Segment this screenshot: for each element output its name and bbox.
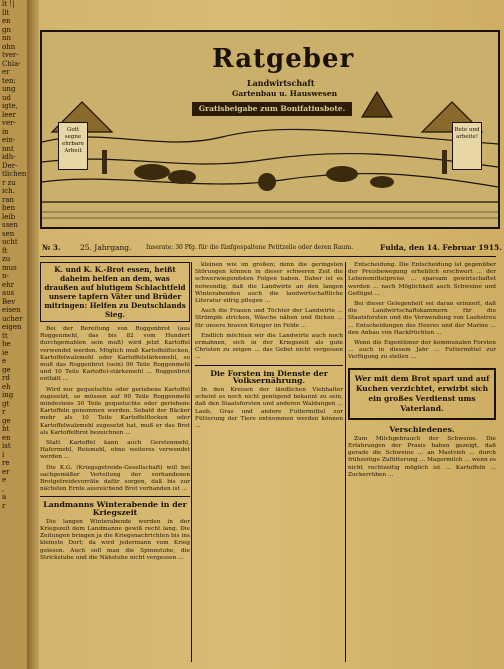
fragment-line: ssen: [2, 221, 18, 229]
fragment-line: nn: [2, 34, 12, 42]
fragment-line: r: [2, 501, 6, 510]
fragment-line: ud: [2, 93, 11, 102]
fragment-line: ie: [2, 348, 9, 357]
fragment-line: er: [2, 467, 10, 476]
fragment-line: er: [2, 68, 10, 76]
fragment-line: ung: [2, 85, 16, 93]
section-heading: Verschiedenes.: [389, 424, 455, 434]
article-paragraph: Die langen Winterabende werden in der Kriegszeit dem Landmanne gewiß recht lang. Die Zeitungen bringen ja die Kriegsnachrichten bis ins kleinste Dorf; da wird jedermann vom Krieg gelesen. Auch soll man die Spinnstube, die Strickstube und die Nähstube nicht vergessen ...: [40, 518, 190, 561]
article-paragraph: Endlich möchten wir die Landwirte auch noch ermahnen, sich in der Kriegszeit als gute Christen zu zeigen ... das Gebet nicht vergessen ...: [195, 332, 343, 361]
article-paragraph: Wenn die Eigentümer der kommunalen Forsten ... auch in diesem Jahr ... Futtermittel zur Verfügung zu stellen ...: [348, 340, 496, 361]
section-heading: Landmanns Winterabende in der Kriegszeit: [43, 500, 187, 517]
issue-date: Fulda, den 14. Februar 1915.: [380, 243, 502, 252]
fragment-line: rd: [2, 374, 10, 382]
fragment-line: idh-: [2, 153, 16, 161]
article-paragraph: In den Kreisen der ländlichen Viehhalter scheint es noch nicht genügend bekannt zu sein, daß den Staatsforsten und anderen Waldungen ... Laub, Gras und andere Futtermittel zur Fütterung der Tiere entnommen werden können ...: [195, 387, 343, 430]
fragment-line: ge: [2, 416, 11, 425]
fragment-line: Chla-: [2, 59, 21, 68]
fragment-line: igte,: [2, 102, 18, 110]
fragment-line: llt: [2, 8, 10, 17]
fragment-line: sen: [2, 229, 15, 238]
masthead-subtitle-2: Gartenbau u. Hauswesen: [232, 89, 338, 98]
divider: [195, 365, 343, 366]
fragment-line: leib: [2, 212, 16, 221]
fragment-line: ten:: [2, 76, 16, 85]
fragment-line: re: [2, 459, 10, 467]
fragment-line: Bev: [2, 297, 16, 306]
fragment-line: eh: [2, 382, 11, 391]
advert-rate: Inserate: 30 Pfg. für die fünfgespaltene Petitzeile oder deren Raum.: [146, 244, 354, 251]
motto-badge-right: Bete und arbeite!: [452, 122, 482, 170]
divider: [40, 496, 190, 497]
column-divider: [191, 262, 192, 662]
fragment-line: he: [2, 340, 11, 348]
fragment-line: ben: [2, 204, 16, 212]
article-paragraph: Statt Kartoffel kann auch Gerstenmehl, Hafermehl, Reismehl, ohne weiteres verwendet werden ...: [40, 440, 190, 461]
column-2: [195, 262, 343, 433]
fragment-line: tt: [2, 331, 8, 340]
fragment-line: ,: [2, 484, 5, 493]
fragment-line: tlichen: [2, 170, 27, 178]
fragment-line: ran: [2, 195, 15, 204]
column-divider: [345, 262, 346, 662]
motto-badge-left: Gott segne ehrbare Arbeit: [58, 122, 88, 170]
fragment-line: aus: [2, 289, 15, 297]
masthead-band: Gratisbeigabe zum Bonifatiusbote.: [192, 102, 352, 116]
column-1: [40, 262, 190, 565]
article-paragraph: Bei der Bereitung von Roggenbrot (aus Roggenmehl, das bis 82 vom Hundert durchgemahlen sein muß) wird jetzt Kartoffel verwendet werden. Möglich muß Kartoffelflocken, Kartoffelwalzmehl oder Kartoffelstärkemehl, so muß das Roggenbrot (sein) 90 Teile Roggenmehl und 10 Teile Kartoffel-stärkemehl ... Roggenbrot enthält ...: [40, 326, 190, 383]
fragment-line: gt: [2, 399, 10, 408]
article-paragraph: Auch die Frauen und Töchter der Landwirte ... Strümpfe stricken, Wäsche nähen und flicken ... für unsere braven Krieger im Felde ...: [195, 308, 343, 329]
fragment-line: zu: [2, 255, 11, 263]
article-paragraph: Zum Milchgebrauch der Schweine. Die Erfahrungen der Praxis haben gezeigt, daß gerade die Schweine ... an Mastvieh ... durch frühzeitige Zufütterung ... Magermilch ... wenn es nicht rechtzeitig möglich ist ... Kartoffeln ... Zuckerrüben ...: [348, 435, 496, 478]
fragment-line: ein-: [2, 136, 16, 144]
section-heading: Die Forsten im Dienste der Volksernährung.: [210, 368, 328, 385]
fragment-line: tver-: [2, 51, 19, 59]
fragment-line: ohn: [2, 42, 16, 51]
article-paragraph: Wird nur gequetschte oder geriebene Kartoffel zugesetzt, so müssen auf 90 Teile Roggenmehl mindestens 30 Teile gequetschte oder geriebene Kartoffeln genommen werden. Sobald der Bäcker mehr als 10 Teile Kartoffelflocken oder Kartoffelwalzmehl zugesetzt hat, muß er das Brot als Kartoffelbrot bezeichnen ...: [40, 386, 190, 436]
issue-info-bar: [40, 240, 502, 257]
fragment-line: e: [2, 476, 7, 484]
article-paragraph: Entscheidung. Die Entscheidung ist gegenüber der Preisbewegung erheblich erschwert ... der Lebensmittelpreise ... sparsam gewirtschaftet werden ... nach Möglichkeit auch Schweine und Geflügel ...: [348, 262, 496, 297]
article-paragraph: Die K.G. (Kriegsgetreide-Gesellschaft) will bei sachgemäßer Verteilung der vorhandenen Brotgetreidevorräte dafür sorgen, daß bis zur nächsten Ernte ausreichend Brot vorhanden ist ...: [40, 464, 190, 493]
fragment-line: ist: [2, 442, 11, 450]
masthead-subtitle-1: Landwirtschaft: [247, 78, 315, 88]
fragment-line: ht: [2, 425, 10, 433]
page-gutter: [27, 0, 39, 669]
fragment-line: gn: [2, 25, 11, 34]
fragment-line: ing: [2, 391, 14, 399]
fragment-line: n-: [2, 272, 9, 280]
fragment-line: en: [2, 433, 11, 442]
fragment-line: lt !|: [2, 0, 15, 8]
fragment-line: r: [2, 408, 6, 416]
fragment-line: leer: [2, 110, 16, 119]
issue-number: № 3.: [42, 243, 61, 252]
fragment-line: i: [2, 450, 5, 459]
article-paragraph: kleinen wie im großen; denn die geringsten Störungen können in dieser schweren Zeit die schwerwiegendsten Folgen haben. Daher ist es notwendig, daß die Landwirte an den langen Winterabenden auch die landwirtschaftliche Literatur eifrig pflegen ...: [195, 262, 343, 305]
fragment-line: ich.: [2, 187, 15, 195]
callout-box: Wer mit dem Brot spart und auf Kuchen verzichtet, erwirbt sich ein großes Verdienst ums Vaterland.: [348, 368, 496, 420]
masthead-title: Ratgeber: [212, 44, 355, 74]
fragment-line: e: [2, 357, 7, 365]
fragment-line: ucher: [2, 314, 23, 323]
fragment-line: a: [2, 493, 7, 501]
left-page-fragment: [0, 0, 28, 669]
masthead: [40, 30, 500, 229]
fragment-line: mus: [2, 263, 17, 272]
article-paragraph: Bei dieser Gelegenheit sei daran erinnert, daß die Landwirtschaftskammern für die Staatsforsten und die Verwendung von Laubstreu ... Entscheidungen des Heeres und der Marine ... den Anbau von Hackfrüchten ...: [348, 301, 496, 336]
fragment-line: ucht: [2, 238, 18, 246]
volume-year: 25. Jahrgang.: [80, 243, 132, 252]
fragment-line: ft: [2, 246, 8, 255]
column-3: [348, 262, 496, 482]
fragment-line: eigen: [2, 323, 22, 331]
fragment-line: r zu: [2, 178, 16, 187]
fragment-line: en: [2, 17, 11, 25]
fragment-line: ehr: [2, 280, 14, 289]
fragment-line: nnt: [2, 144, 14, 153]
fragment-line: ver-: [2, 119, 16, 127]
fragment-line: ge: [2, 365, 11, 374]
fragment-line: eisen: [2, 306, 21, 314]
bread-headline: K. und K. K.-Brot essen, heißt daheim helfen an dem, was draußen auf blutigem Schlachtfeld unsere tapfern Väter und Brüder mitringen: Helfen zu Deutschlands Sieg.: [40, 262, 190, 322]
fragment-line: in: [2, 127, 9, 136]
fragment-line: Der-: [2, 161, 18, 170]
